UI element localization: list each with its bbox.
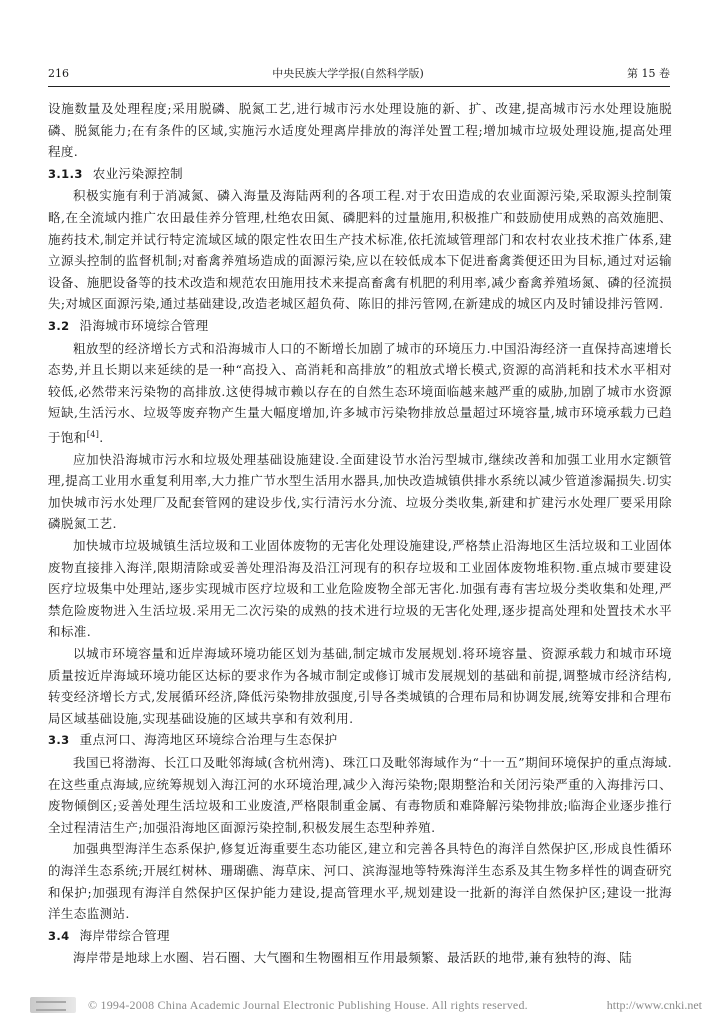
- running-header: [48, 64, 670, 87]
- volume-label: 第 15 卷: [627, 67, 670, 80]
- citation-ref: [4]: [86, 429, 100, 439]
- journal-title: 中央民族大学学报(自然科学版): [272, 67, 424, 80]
- section-title: 沿海城市环境综合管理: [79, 317, 209, 333]
- section-title: 海岸带综合管理: [79, 927, 170, 943]
- section-heading-3-3: [48, 729, 672, 752]
- copyright-footer: [30, 993, 702, 1017]
- publisher-logo-icon: [30, 997, 76, 1013]
- paragraph: 我国已将渤海、长江口及毗邻海域(含杭州湾)、珠江口及毗邻海域作为“十一五”期间环境保护的重点海域.在这些重点海域,应统筹规划入海江河的水环境治理,减少入海污染物;限期整治和关闭污染严重的入海排污口、废物倾倒区;妥善处理生活垃圾和工业废渣,严格限制重金属、有毒物质和难降解污染物排放;临海企业逐步推行全过程清洁生产;加强沿海地区面源污染控制,积极发展生态型种养殖.: [48, 754, 672, 835]
- paragraph: 加快城市垃圾城镇生活垃圾和工业固体废物的无害化处理设施建设,严格禁止沿海地区生活垃圾和工业固体废物直接排入海洋,限期清除或妥善处理沿海及沿江河现有的积存垃圾和工业固体废物堆积物.重点城市要建设医疗垃圾集中处理站,逐步实现城市医疗垃圾和工业危险废物全部无害化.加强有毒有害垃圾分类收集和处理,严禁危险废物进入生活垃圾.采用无二次污染的成熟的技术进行垃圾的无害化处理,逐步提高处理和处置技术水平和标准.: [48, 538, 672, 640]
- paragraph: 积极实施有利于消减氮、磷入海量及海陆两利的各项工程.对于农田造成的农业面源污染,采取源头控制策略,在全流域内推广农田最佳养分管理,杜绝农田氮、磷肥料的过量施用,积极推广和鼓励使用成熟的高效施肥、施药技术,制定并试行特定流域区域的限定性农田生产技术标准,依托流域管理部门和农村农业技术推广体系,建立源头控制的监督机制;对畜禽养殖场造成的面源污染,应以在较低成本下促进畜禽粪便还田为目标,通过对运输设备、施肥设备等的技术改造和规范农田施用技术来提高畜禽有机肥的利用率,减少畜禽养殖场氮、磷的径流损失;对城区面源污染,通过基础建设,改造老城区超负荷、陈旧的排污管网,在新建成的城区内及时铺设排污管网.: [48, 188, 672, 312]
- section-heading-3-1-3: [48, 163, 672, 186]
- paragraph: 加强典型海洋生态系保护,修复近海重要生态功能区,建立和完善各具特色的海洋自然保护区,形成良性循环的海洋生态系统;开展红树林、珊瑚礁、海草床、河口、滨海湿地等特殊海洋生态系及其生物多样性的调查研究和保护;加强现有海洋自然保护区保护能力建设,提高管理水平,规划建设一批新的海洋自然保护区;建设一批海洋生态监测站.: [48, 841, 672, 922]
- section-number: 3.4: [48, 928, 70, 943]
- page-number: 216: [48, 66, 69, 80]
- paragraph-text: 粗放型的经济增长方式和沿海城市人口的不断增长加剧了城市的环境压力.中国沿海经济一直保持高速增长态势,并且长期以来延续的是一种“高投入、高消耗和高排放”的粗放式增长模式,资源的高消耗和技术水平相对较低,必然带来污染物的高排放.这使得城市赖以存在的自然生态环境面临越来越严重的威胁,加剧了城市水资源短缺,生活污水、垃圾等废弃物产生量大幅度增加,许多城市污染物排放总量超过环境容量,城市环境承载力已趋于饱和: [48, 340, 672, 446]
- section-title: 重点河口、海湾地区环境综合治理与生态保护: [79, 732, 338, 748]
- paragraph: [48, 338, 672, 449]
- section-heading-3-4: [48, 925, 672, 948]
- copyright-text: © 1994-2008 China Academic Journal Electronic Publishing House. All rights reserved.: [88, 997, 528, 1012]
- section-heading-3-2: [48, 315, 672, 338]
- section-number: 3.1.3: [48, 166, 83, 181]
- paragraph: 海岸带是地球上水圈、岩石圈、大气圈和生物圈相互作用最频繁、最活跃的地带,兼有独特的海、陆: [73, 950, 633, 966]
- article-body: [48, 98, 672, 969]
- publisher-url[interactable]: http://www.cnki.net: [606, 997, 702, 1012]
- section-title: 农业污染源控制: [92, 165, 184, 181]
- section-number: 3.3: [48, 733, 70, 748]
- paragraph: 应加快沿海城市污水和垃圾处理基础设施建设.全面建设节水治污型城市,继续改善和加强工业用水定额管理,提高工业用水重复利用率,大力推广节水型生活用水器具,加快改造城镇供排水系统以减少管道渗漏损失.切实加快城市污水处理厂及配套管网的建设步伐,实行清污水分流、垃圾分类收集,新建和扩建污水处理厂要采用除磷脱氮工艺.: [48, 451, 672, 532]
- paragraph: 以城市环境容量和近岸海域环境功能区划为基础,制定城市发展规划.将环境容量、资源承载力和城市环境质量按近岸海域环境功能区达标的要求作为各城市制定或修订城市发展规划的基础和前提,调整城市经济结构,转变经济增长方式,发展循环经济,降低污染物排放强度,引导各类城镇的合理布局和协调发展,统筹安排和合理布局区域基础设施,实现基础设施的区域共享和有效利用.: [48, 646, 672, 726]
- paragraph-end: .: [99, 430, 104, 446]
- paragraph: 设施数量及处理程度;采用脱磷、脱氮工艺,进行城市污水处理设施的新、扩、改建,提高城市污水处理设施脱磷、脱氮能力;在有条件的区域,实施污水适度处理离岸排放的海洋处置工程;增加城市垃圾处理设施,提高处理程度.: [48, 101, 672, 160]
- section-number: 3.2: [48, 318, 70, 333]
